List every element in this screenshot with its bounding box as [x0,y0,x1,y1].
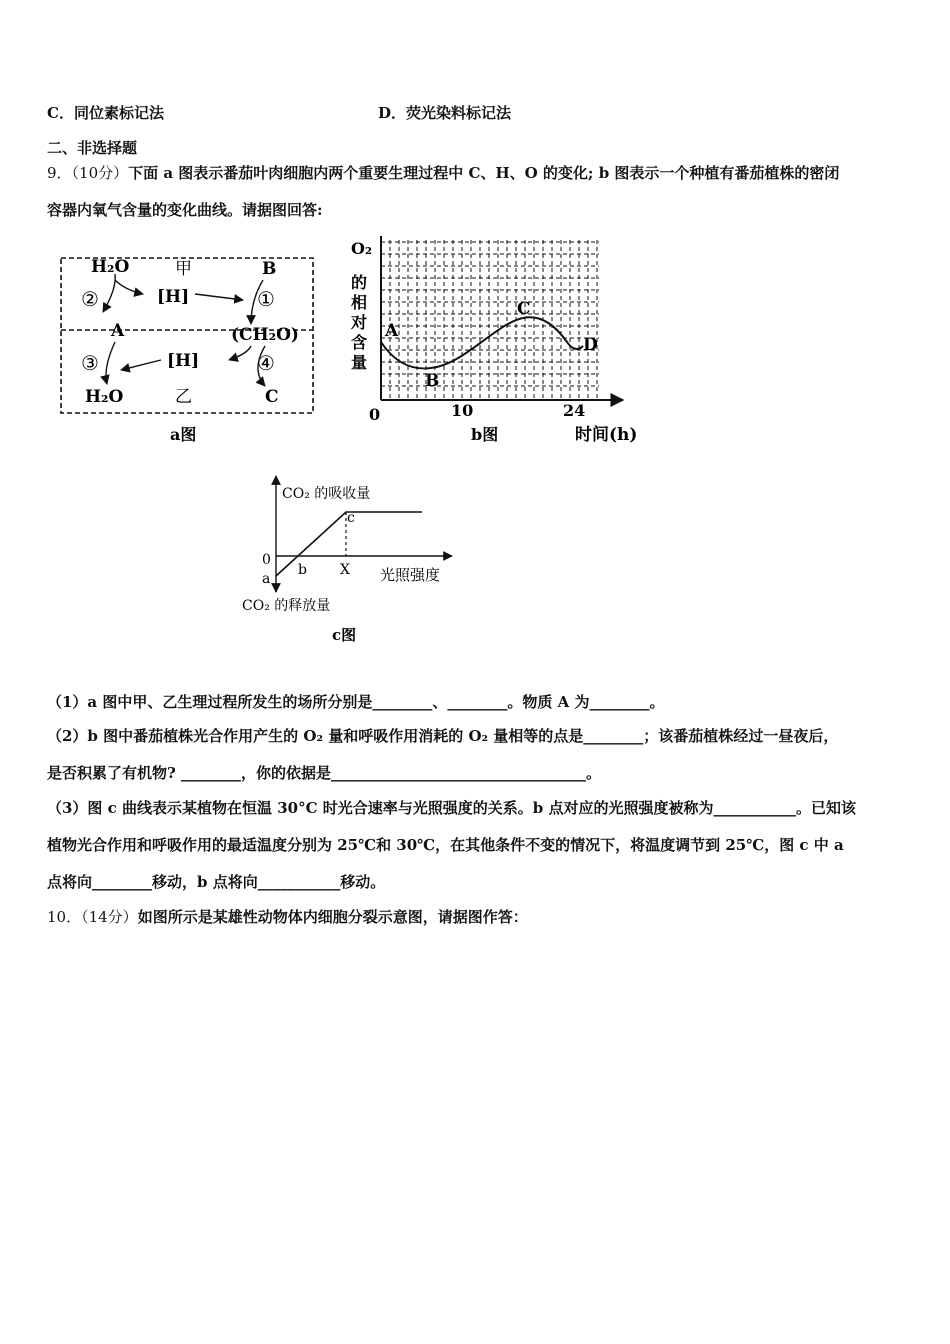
option-d: D．荧光染料标记法 [378,104,512,122]
figure-b [345,232,655,452]
fig-a-arrow-h-ch2o [195,294,243,300]
q9-part3-line2: 植物光合作用和呼吸作用的最适温度分别为 25℃和 30℃，在其他条件不变的情况下，将温度调节到 25℃，图 c 中 a [47,836,844,854]
fig-a-arrow-h2o-a [115,280,143,294]
fig-a-jia: 甲 [175,259,192,279]
fig-a-yi: 乙 [175,387,192,407]
fig-a-h2: [H] [167,351,200,371]
fig-c-a: a [262,571,271,587]
fig-c-ylabel-bottom: CO₂ 的释放量 [242,598,331,614]
fig-b-ylabel-char: 对 [351,313,368,332]
fig-b-ylabel-char: 含 [351,333,368,352]
q10-score: （14分） [81,908,138,926]
q9-score: （10分） [71,164,129,182]
fig-a-caption: a图 [170,425,197,444]
fig-b-point-c: C [517,299,531,319]
q9-line2: 容器内氧气含量的变化曲线。请据图回答: [47,201,323,219]
figure-c [240,470,470,655]
fig-a-h2o-top: H₂O [91,257,130,277]
fig-a-ch2o: (CH₂O) [231,325,299,345]
fig-a-n4: ④ [257,351,275,375]
fig-b-grid [381,240,599,400]
q9-number: 9． [47,164,72,182]
fig-a-arrow-ch2o-h [229,346,251,360]
fig-b-xlabel: 时间(h) [575,425,638,445]
fig-b-caption: b图 [471,425,499,444]
fig-b-ylabel-char: 量 [351,353,368,372]
fig-a-n3: ③ [81,351,99,375]
fig-c-x: X [340,562,350,578]
q9-part1: （1）a 图中甲、乙生理过程所发生的场所分别是________、________。物质 A 为________。 [47,693,665,711]
fig-b-curve [381,317,583,368]
fig-b-point-d: D [583,335,598,355]
q10-number: 10． [47,908,82,926]
fig-a-c: C [265,387,279,407]
fig-b-tick-0: 0 [369,405,381,424]
fig-c-origin: 0 [262,552,271,568]
fig-a-h1: [H] [157,287,190,307]
fig-c-b: b [298,562,307,578]
q9-part3-line3: 点将向________移动，b 点将向___________移动。 [47,873,386,891]
q9-part2-line1: （2）b 图中番茄植株光合作用产生的 O₂ 量和呼吸作用消耗的 O₂ 量相等的点是________；该番茄植株经过一昼夜后， [47,727,839,745]
fig-a-arrow-h-a [121,360,161,370]
fig-c-c: c [347,510,355,526]
fig-b-tick-10: 10 [451,401,474,420]
q10-text: 如图所示是某雄性动物体内细胞分裂示意图，请据图作答： [137,908,528,926]
fig-b-tick-24: 24 [563,401,586,420]
q9-text1: 下面 a 图表示番茄叶肉细胞内两个重要生理过程中 C、H、O 的变化; b 图表示一个种植有番茄植株的密闭 [128,164,840,182]
fig-a-a: A [111,321,125,341]
q9-part3-line1: （3）图 c 曲线表示某植物在恒温 30°C 时光合速率与光照强度的关系。b 点对应的光照强度被称为___________。已知该 [47,799,856,817]
option-c: C．同位素标记法 [47,104,164,122]
section-heading: 二、非选择题 [47,139,138,157]
fig-b-point-a: A [385,321,399,341]
fig-b-ylabel-char: 的 [351,273,368,292]
q9-line1 [47,162,839,183]
fig-c-xlabel: 光照强度 [380,566,441,584]
fig-c-caption: c图 [332,626,357,644]
fig-c-ylabel-top: CO₂ 的吸收量 [282,486,371,502]
fig-a-h2o-bottom: H₂O [85,387,124,407]
fig-b-ylabel-o2: O₂ [351,239,372,258]
fig-a-arrow-h2o-h [103,274,115,312]
fig-b-point-b: B [425,371,440,391]
fig-a-n1: ① [257,287,275,311]
q10-line [47,906,528,927]
fig-a-arrow-a-h2o [106,342,115,384]
fig-a-n2: ② [81,287,99,311]
fig-b-ylabel-char: 相 [351,293,368,312]
fig-a-b: B [262,259,277,279]
q9-part2-line2: 是否积累了有机物? ________，你的依据是__________________________________。 [47,764,602,782]
figure-a [55,250,325,450]
